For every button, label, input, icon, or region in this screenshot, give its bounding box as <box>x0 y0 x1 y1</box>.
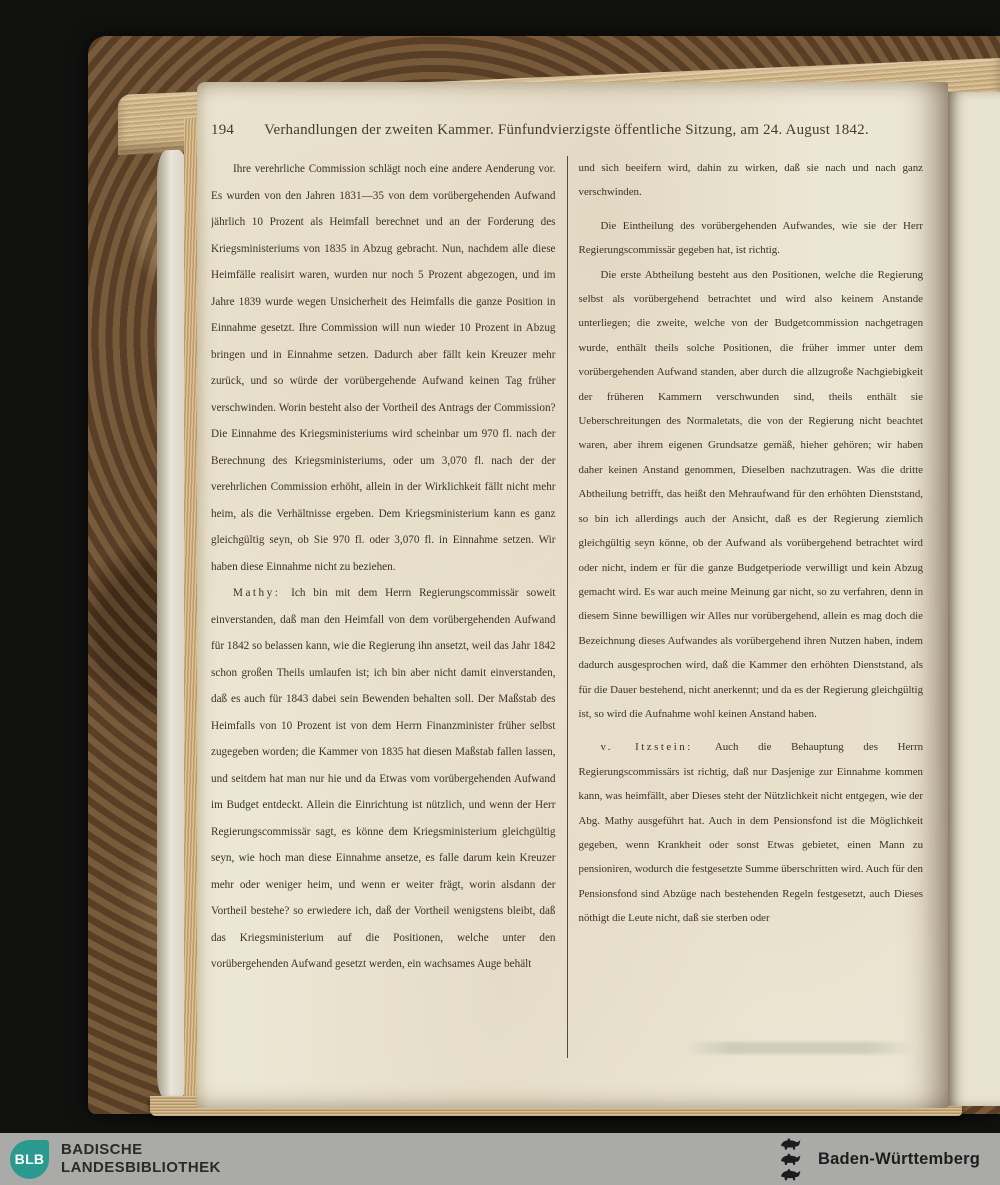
library-name-line2: LANDESBIBLIOTHEK <box>61 1159 221 1176</box>
facing-page <box>948 92 1000 1106</box>
footer-bar <box>0 1133 1000 1185</box>
paragraph <box>211 580 556 978</box>
library-brand <box>10 1140 221 1179</box>
page-number: 194 <box>211 122 235 138</box>
library-name <box>61 1141 221 1176</box>
speaker-name: v. Itzstein: <box>600 741 693 754</box>
paragraph-text: Die erste Abtheilung besteht aus den Positionen, welche die Regierung selbst als vorübergehend betrachtet und wird also keinem Anstande unterliegen; die zweite, welche von der Budgetcommission nachgetragen wurde, enthält theils solche Positionen, die früher immer unter dem vorübergehenden Aufwand standen, aber durch die allzugroße Nachgiebigkeit der früheren Kammern verschwunden sind, theils enthält sie Ueberschreitungen des Normaletats, die von der Regierung nicht beachtet waren, aber ihrem eigenen Grundsatze gemäß, hieher gehören; wir haben daher keinen Anstand genommen, Dieselben nachzutragen. Was die dritte Abtheilung betrifft, das heißt den Mehraufwand für den erhöhten Dienststand, so bin ich allerdings auch der Ansicht, daß es der Regierung ziemlich gleichgültig seyn könne, ob der Aufwand als vorübergehend betrachtet wird oder nicht, indem er für die ganze Budgetperiode verwilligt und kein Abzug gemacht wird. Es war auch meine Meinung gar nicht, so zu verfahren, denn in diesem Sinne bewilligen wir Alles nur vorübergehend, allein es mag doch die Bezeichnung dieses Aufwandes als vorübergehend ihren Nutzen haben, indem dadurch ausgesprochen wird, daß die Kammer den erhöhten Dienststand, als für die Dauer bestehend, nicht anerkennt; und da es der Regierung gleichgültig ist, so wird die Aufnahme wohl keinen Anstand haben. <box>578 268 923 720</box>
state-brand <box>776 1137 980 1181</box>
library-name-line1: BADISCHE <box>61 1141 143 1159</box>
text-columns <box>211 156 923 1058</box>
paragraph-text: Die Eintheilung des vorübergehenden Aufwandes, wie sie der Herr Regierungscommissär gegeben hat, ist richtig. <box>578 219 923 257</box>
state-name: Baden-Württemberg <box>818 1149 980 1168</box>
speaker-name: Mathy: <box>233 587 281 599</box>
blb-logo-icon: BLB <box>10 1140 49 1179</box>
running-title: Verhandlungen der zweiten Kammer. Fünfundvierzigste öffentliche Sitzung, am 24. August 1842. <box>264 122 869 138</box>
paragraph-text: Ihre verehrliche Commission schlägt noch eine andere Aenderung vor. Es wurden von den Jahren 1831—35 von dem vorübergehenden Aufwand jährlich 10 Prozent als Heimfall berechnet und an der Forderung des Kriegsministeriums von 1835 in Abzug gebracht. Nun, nachdem alle diese Heimfälle realisirt waren, wurden nur noch 5 Prozent abgezogen, und im Jahre 1839 wurde wegen Unsicherheit des Heimfalls die ganze Position in Einnahme gesetzt. Ihre Commission will nun wieder 10 Prozent in Abzug bringen und in Einnahme setzen. Dadurch aber fällt kein Kreuzer mehr zurück, und so würde der vorübergehende Aufwand keinen Tag früher verschwinden. Worin besteht also der Vortheil des Antrags der Commission? Die Einnahme des Kriegsministeriums wird scheinbar um 970 fl. nach der Berechnung des Kriegsministeriums, oder um 3,070 fl. nach der der verehrlichen Commission erhöht, allein in der Wirklichkeit fällt nicht mehr heim, als die Verhältnisse ergeben. Dem Kriegsministerium kann es ganz gleichgültig seyn, ob Sie 970 fl. oder 3,070 fl. in Einnahme setzen. Wir haben diese Einnahme nicht zu beziehen. <box>211 163 556 573</box>
paragraph <box>579 263 924 727</box>
paragraph <box>579 735 924 930</box>
scanned-page <box>197 82 948 1108</box>
running-header <box>211 122 923 139</box>
paragraph-text: Ich bin mit dem Herrn Regierungscommissär soweit einverstanden, daß man den Heimfall von dem vorübergehenden Aufwand für 1842 so belassen kann, wie die Regierung ihn ansetzt, weil das Jahr 1842 schon großen Theils umlaufen ist; ich bin aber nicht damit einverstanden, daß es auch für 1843 dabei sein Bewenden behalten soll. Der Maßstab des Heimfalls von 10 Prozent ist von dem Herrn Finanzminister früher selbst zugegeben worden; die Kammer von 1835 hat diesen Maßstab fallen lassen, und seitdem hat man nur hie und da Etwas vom vorübergehenden Aufwand im Budget entdeckt. Allein die Einrichtung ist nützlich, und wenn der Herr Regierungscommissär sagt, es könne dem Kriegsministerium gleichgültig seyn, wie hoch man diese Einnahme ansetze, es falle darum kein Kreuzer mehr oder weniger heim, und wenn er weiter frägt, worin alsdann der Vortheil bestehe? so erwiedere ich, daß der Vortheil wenigstens bleibt, daß das Kriegsministerium auf die Positionen, welche unter den vorübergehenden Aufwand gesetzt werden, ein wachsames Auge behält <box>211 587 556 970</box>
coat-of-arms-icon <box>776 1137 806 1181</box>
right-column <box>568 156 924 1058</box>
left-column <box>211 156 567 1058</box>
paragraph <box>579 214 924 263</box>
paragraph-text: Auch die Behauptung des Herrn Regierungscommissärs ist richtig, daß nur Dasjenige zur Einnahme kommen kann, was heimfällt, aber Dieses steht der Nützlichkeit nicht entgegen, wie der Abg. Mathy ausgeführt hat. Auch in dem Pensionsfond ist die Möglichkeit gegeben, wenn Krankheit oder sonst Etwas gebietet, einen Mann zu pensioniren, wodurch die festgesetzte Summe überschritten wird. Auch für den Pensionsfond sind Abzüge nach bestehenden Regeln festgesetzt, auch Dieses nöthigt die Leute nicht, daß sie sterben oder <box>578 741 923 925</box>
paragraph-text: und sich beeifern wird, dahin zu wirken, daß sie nach und nach ganz verschwinden. <box>578 162 923 199</box>
bleed-through-mark <box>684 1042 914 1054</box>
paragraph <box>211 156 556 580</box>
paragraph <box>579 156 924 205</box>
